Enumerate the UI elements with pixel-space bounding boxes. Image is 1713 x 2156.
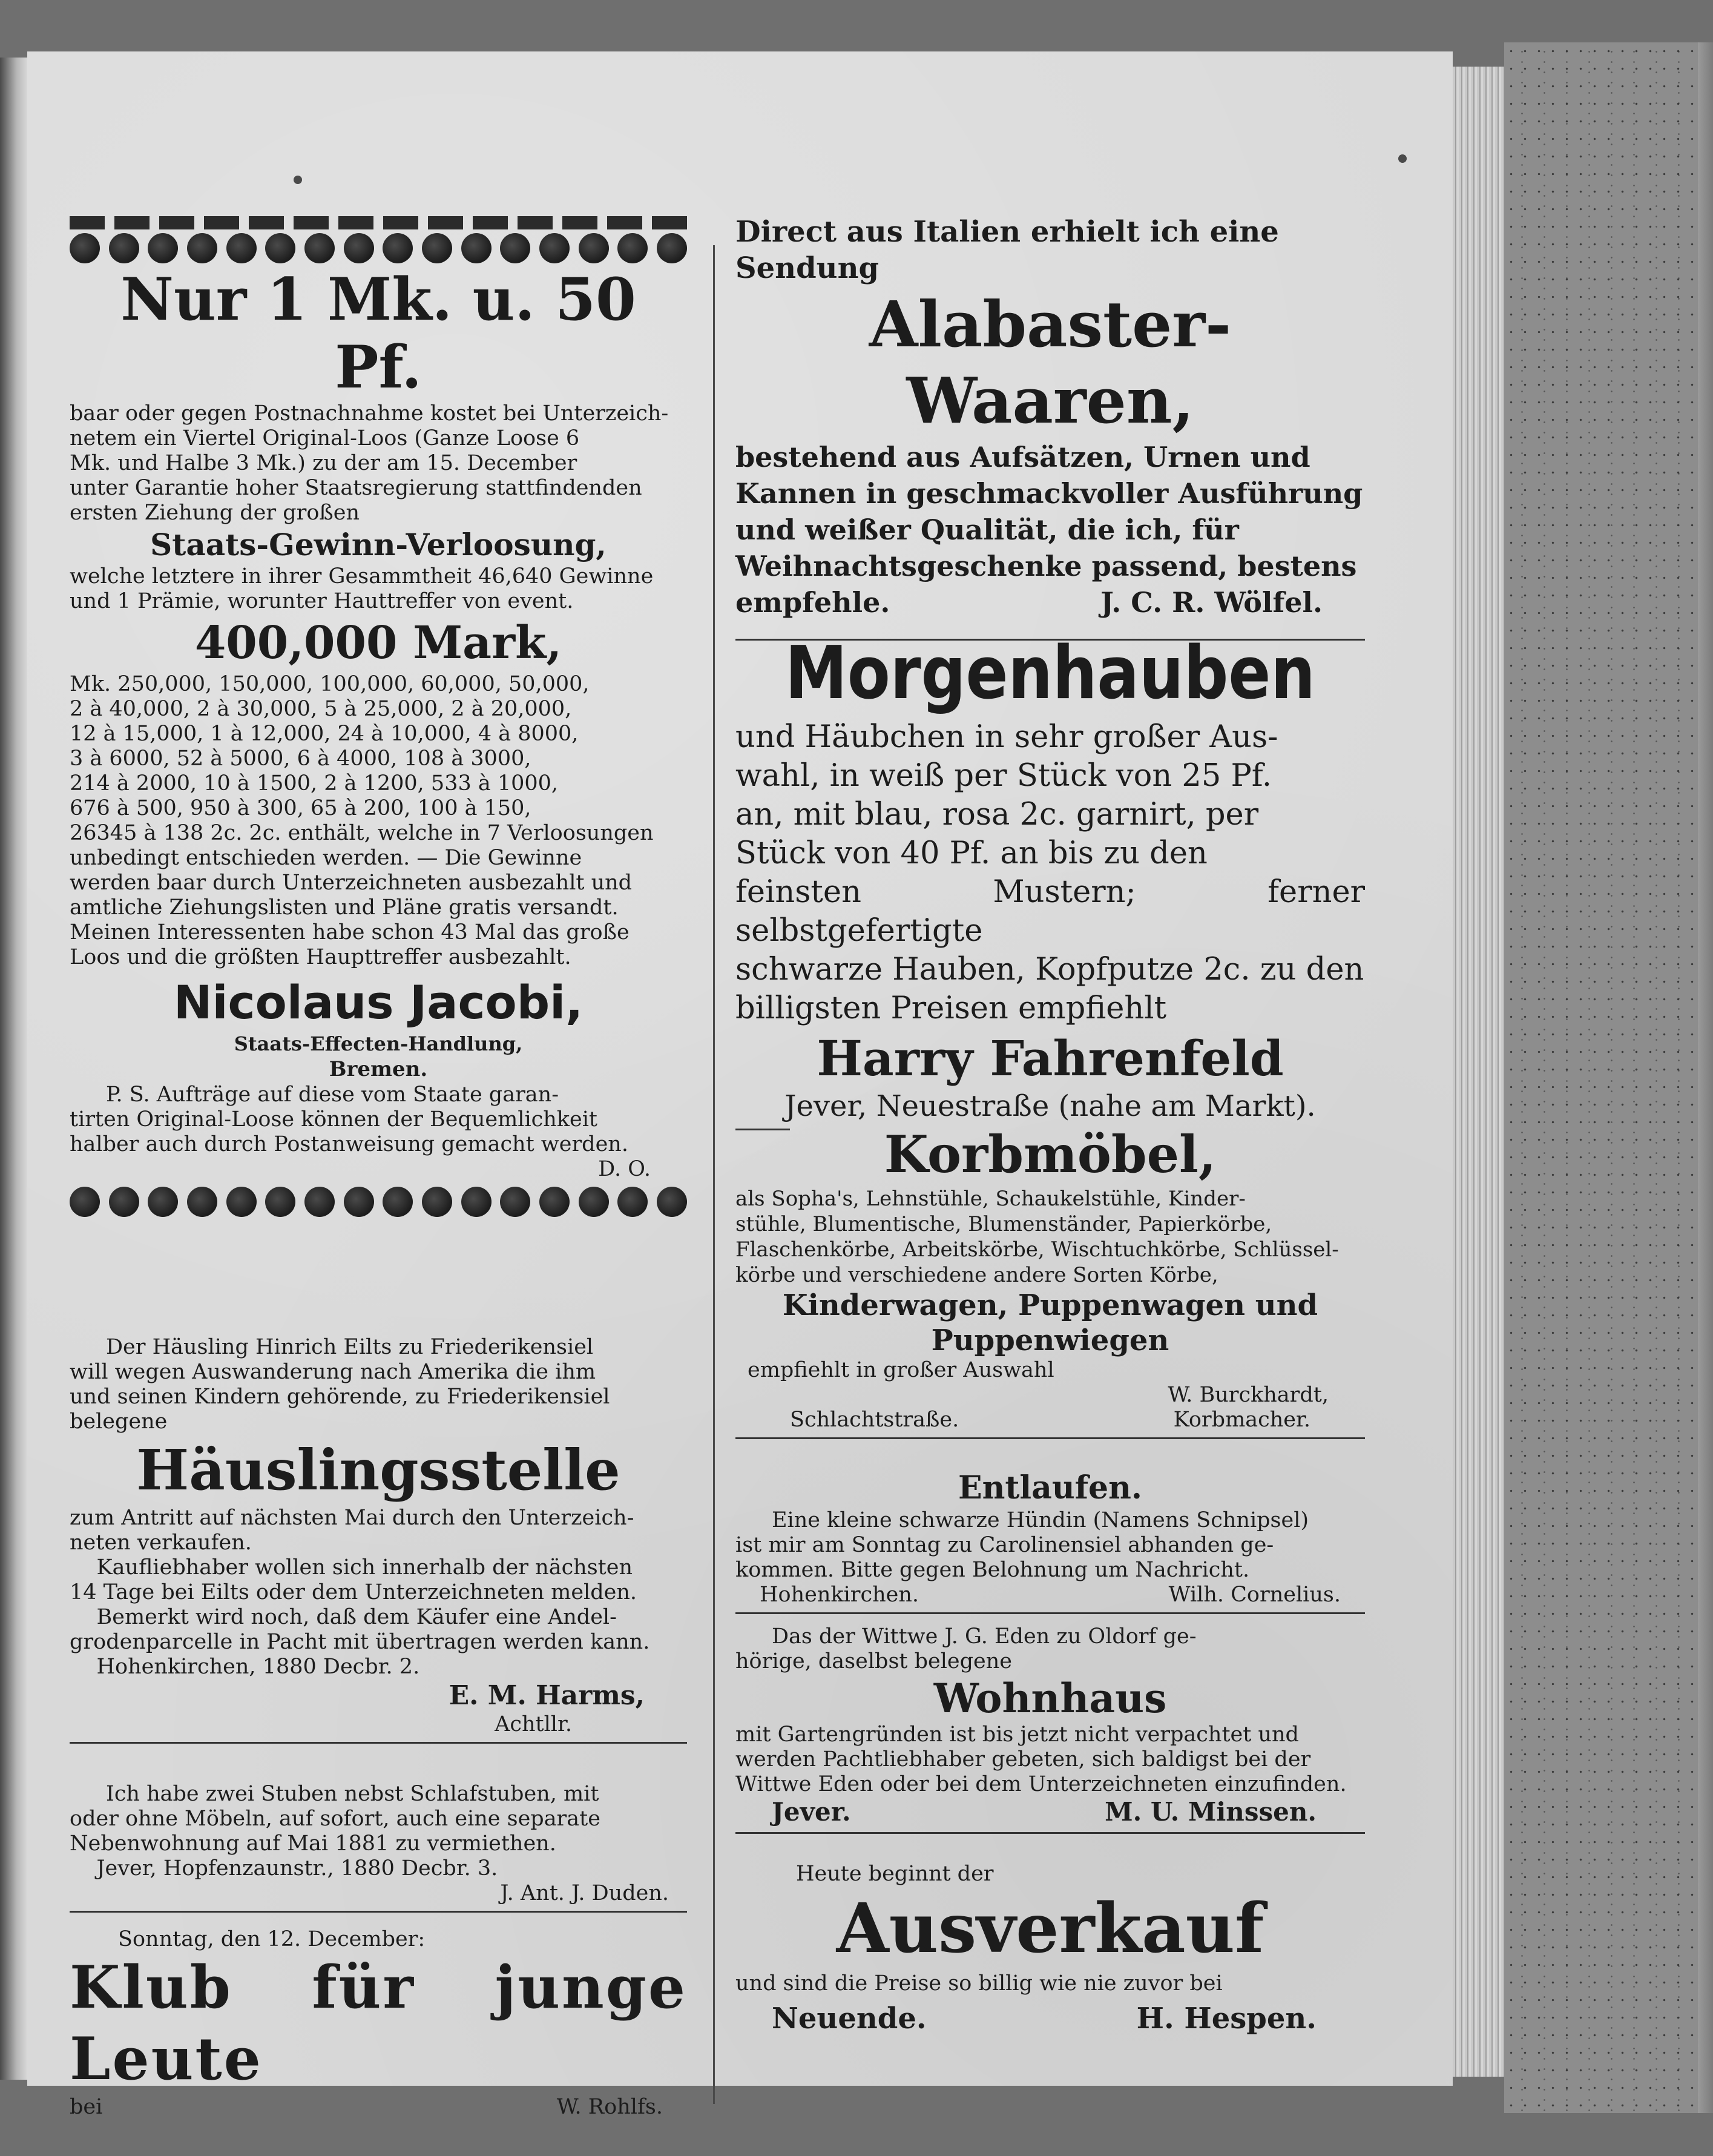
separator	[70, 1742, 687, 1744]
newspaper-page	[27, 51, 1453, 2119]
korbmoebel-street: Schlachtstraße.	[790, 1408, 959, 1432]
morgenhauben-signer: Harry Fahrenfeld	[817, 1030, 1284, 1087]
lottery-signer-firm: Staats-Effecten-Handlung,	[234, 1032, 523, 1055]
decorative-dots-top	[70, 233, 687, 263]
lottery-headline: Nur 1 Mk. u. 50 Pf.	[120, 265, 657, 401]
separator	[70, 1911, 687, 1913]
klub-footer	[70, 2095, 687, 2120]
entlaufen-ad	[735, 1468, 1365, 1619]
entlaufen-place: Hohenkirchen.	[760, 1583, 919, 1607]
entlaufen-footer	[735, 1583, 1365, 1607]
haeusling-ad	[70, 1335, 687, 1749]
ausverkauf-ad	[735, 1862, 1365, 2036]
haeusling-text: Der Häusling Hinrich Eilts zu Friederikensiel will wegen Auswanderung nach Amerika die ihm und seinen Kindern gehörende, zu Friederikensiel belegene	[70, 1335, 610, 1434]
korbmoebel-title: Korbmöbel,	[884, 1124, 1217, 1184]
decorative-border-top	[70, 216, 687, 229]
entlaufen-signer: Wilh. Cornelius.	[1168, 1583, 1341, 1607]
haeusling-signer: E. M. Harms,	[449, 1680, 645, 1711]
wohnhaus-text: Das der Wittwe J. G. Eden zu Oldorf ge- hörige, daselbst belegene	[735, 1624, 1197, 1673]
lottery-prize: 400,000 Mark,	[194, 617, 562, 669]
wohnhaus-title: Wohnhaus	[933, 1675, 1167, 1722]
ausverkauf-signer: H. Hespen.	[1136, 2002, 1317, 2036]
klub-ad	[70, 1927, 709, 2120]
klub-title: Klub für junge Leute	[70, 1953, 709, 2093]
alabaster-intro: Direct aus Italien erhielt ich eine Sendung	[735, 215, 1279, 285]
book-cover	[1504, 42, 1713, 2113]
haeusling-signer-role: Achtllr.	[495, 1712, 572, 1736]
morgenhauben-ad	[735, 630, 1365, 1135]
alabaster-text: bestehend aus Aufsätzen, Urnen und Kannen in geschmackvoller Ausführung und weißer Qualität, die ich, für Weihnachtsgeschenke passend, bestens empfehle.	[735, 441, 1363, 619]
ausverkauf-place: Neuende.	[772, 2002, 927, 2036]
wohnhaus-place: Jever.	[772, 1797, 851, 1827]
lottery-postscript: P. S. Aufträge auf diese vom Staate garan- tirten Original-Loose können der Bequemlichkeit halber auch durch Postanweisung gemacht werden.	[70, 1083, 628, 1156]
morgenhauben-title: Morgenhauben	[785, 631, 1315, 716]
stuben-text: Ich habe zwei Stuben nebst Schlafstuben, mit oder ohne Möbeln, auf sofort, auch eine separate Nebenwohnung auf Mai 1881 zu vermiethen. Jever, Hopfenzaunstr., 1880 Decbr. 3.	[70, 1782, 600, 1881]
korbmoebel-subtitle: Kinderwagen, Puppenwagen und Puppenwiegen	[782, 1288, 1318, 1357]
wohnhaus-signer: M. U. Minssen.	[1105, 1797, 1317, 1827]
left-page-edge	[0, 58, 27, 2080]
wohnhaus-footer	[735, 1797, 1365, 1827]
ausverkauf-footer	[735, 1996, 1365, 2036]
korbmoebel-signer: W. Burckhardt,	[1168, 1383, 1329, 1407]
lottery-signer: Nicolaus Jacobi,	[173, 975, 584, 1029]
decorative-dots-bottom	[70, 1187, 687, 1217]
lottery-intro: baar oder gegen Postnachnahme kostet bei Unterzeich- netem ein Viertel Original-Loos (Ganze Loose 6 Mk. und Halbe 3 Mk.) zu der am 15. December unter Garantie hoher Staatsregierung stattfindenden ersten Ziehung der großen	[70, 401, 669, 525]
alabaster-ad: Direct aus Italien erhielt ich eine Sendung Alabaster-Waaren, bestehend aus Aufsätzen, Urnen und Kannen in geschmackvoller Ausführung und weißer Qualität, die ich, für Weihnachtsgeschenke passend, bestens empfehle. J. C. R. Wölfel.	[735, 214, 1365, 645]
stuben-signer: J. Ant. J. Duden.	[500, 1881, 669, 1905]
ausverkauf-intro: Heute beginnt der	[796, 1862, 994, 1886]
lottery-intro2: welche letztere in ihrer Gesammtheit 46,640 Gewinne und 1 Prämie, worunter Hauttreffer von event.	[70, 564, 654, 613]
lottery-postscript-sign: D. O.	[598, 1157, 651, 1181]
korbmoebel-text: als Sopha's, Lehnstühle, Schaukelstühle, Kinder- stühle, Blumentische, Blumenständer, Papierkörbe, Flaschenkörbe, Arbeitskörbe, Wischtuchkörbe, Schlüssel- körbe und verschiedene andere Sorten Körbe,	[735, 1187, 1339, 1287]
korbmoebel-footer	[735, 1408, 1365, 1432]
separator	[735, 1832, 1365, 1834]
alabaster-title: Alabaster-Waaren,	[869, 287, 1232, 438]
book-spine	[1698, 42, 1713, 2113]
wohnhaus-text2: mit Gartengründen ist bis jetzt nicht verpachtet und werden Pachtliebhaber gebeten, sich baldigst bei der Wittwe Eden oder bei dem Unterzeichneten einzufinden.	[735, 1722, 1347, 1796]
korbmoebel-offer: empfiehlt in großer Auswahl	[748, 1358, 1054, 1382]
ausverkauf-title: Ausverkauf	[836, 1889, 1264, 1968]
entlaufen-title: Entlaufen.	[958, 1469, 1143, 1506]
stuben-ad	[70, 1782, 687, 1917]
separator	[735, 1437, 1365, 1439]
column-divider	[713, 245, 715, 2104]
haeusling-text2: zum Antritt auf nächsten Mai durch den Unterzeich- neten verkaufen. Kaufliebhaber wollen sich innerhalb der nächsten 14 Tage bei Eilts oder dem Unterzeichneten melden. Bemerkt wird noch, daß dem Käufer eine Andel- grodenparcelle in Pacht mit übertragen werden kann. Hohenkirchen, 1880 Decbr. 2.	[70, 1506, 650, 1679]
korbmoebel-role: Korbmacher.	[1173, 1408, 1310, 1432]
separator	[735, 1612, 1365, 1614]
wohnhaus-ad	[735, 1624, 1365, 1839]
lottery-prize-list: Mk. 250,000, 150,000, 100,000, 60,000, 50,000, 2 à 40,000, 2 à 30,000, 5 à 25,000, 2 à 20,000, 12 à 15,000, 1 à 12,000, 24 à 10,000, 4 à 8000, 3 à 6000, 52 à 5000, 6 à 4000, 108 à 3000, 214 à 2000, 10 à 1500, 2 à 1200, 533 à 1000, 676 à 500, 950 à 300, 65 à 200, 100 à 150, 26345 à 138 2c. 2c. enthält, welche in 7 Verloosungen unbedingt entschieden werden. — Die Gewinne werden baar durch Unterzeichneten ausbezahlt und amtliche Ziehungslisten und Pläne gratis versandt. Meinen Interessenten habe schon 43 Mal das große Loos und die größten Haupttreffer ausbezahlt.	[70, 672, 654, 969]
klub-signer: W. Rohlfs.	[556, 2095, 663, 2119]
haeusling-title: Häuslingsstelle	[136, 1437, 620, 1503]
ink-spot	[1398, 154, 1407, 163]
entlaufen-text: Eine kleine schwarze Hündin (Namens Schnipsel) ist mir am Sonntag zu Carolinensiel abhanden ge- kommen. Bitte gegen Belohnung um Nachricht.	[735, 1508, 1309, 1582]
lottery-subtitle: Staats-Gewinn-Verloosung,	[150, 527, 607, 562]
ausverkauf-text: und sind die Preise so billig wie nie zuvor bei	[735, 1971, 1223, 1996]
korbmoebel-ad	[735, 1123, 1365, 1444]
klub-bei: bei	[70, 2095, 103, 2119]
klub-date: Sonntag, den 12. December:	[118, 1927, 426, 1951]
morgenhauben-address: Jever, Neuestraße (nahe am Markt).	[784, 1089, 1316, 1123]
lottery-signer-city: Bremen.	[329, 1057, 428, 1081]
ink-spot	[294, 176, 302, 184]
page-stack	[1453, 67, 1504, 2077]
lottery-ad	[70, 216, 687, 1219]
morgenhauben-text: und Häubchen in sehr großer Aus- wahl, in weiß per Stück von 25 Pf. an, mit blau, rosa 2c. garnirt, per Stück von 40 Pf. an bis zu den feinsten Mustern; ferner selbstgefertigte schwarze Hauben, Kopfputze 2c. zu den billigsten Preisen empfiehlt	[735, 719, 1365, 1026]
